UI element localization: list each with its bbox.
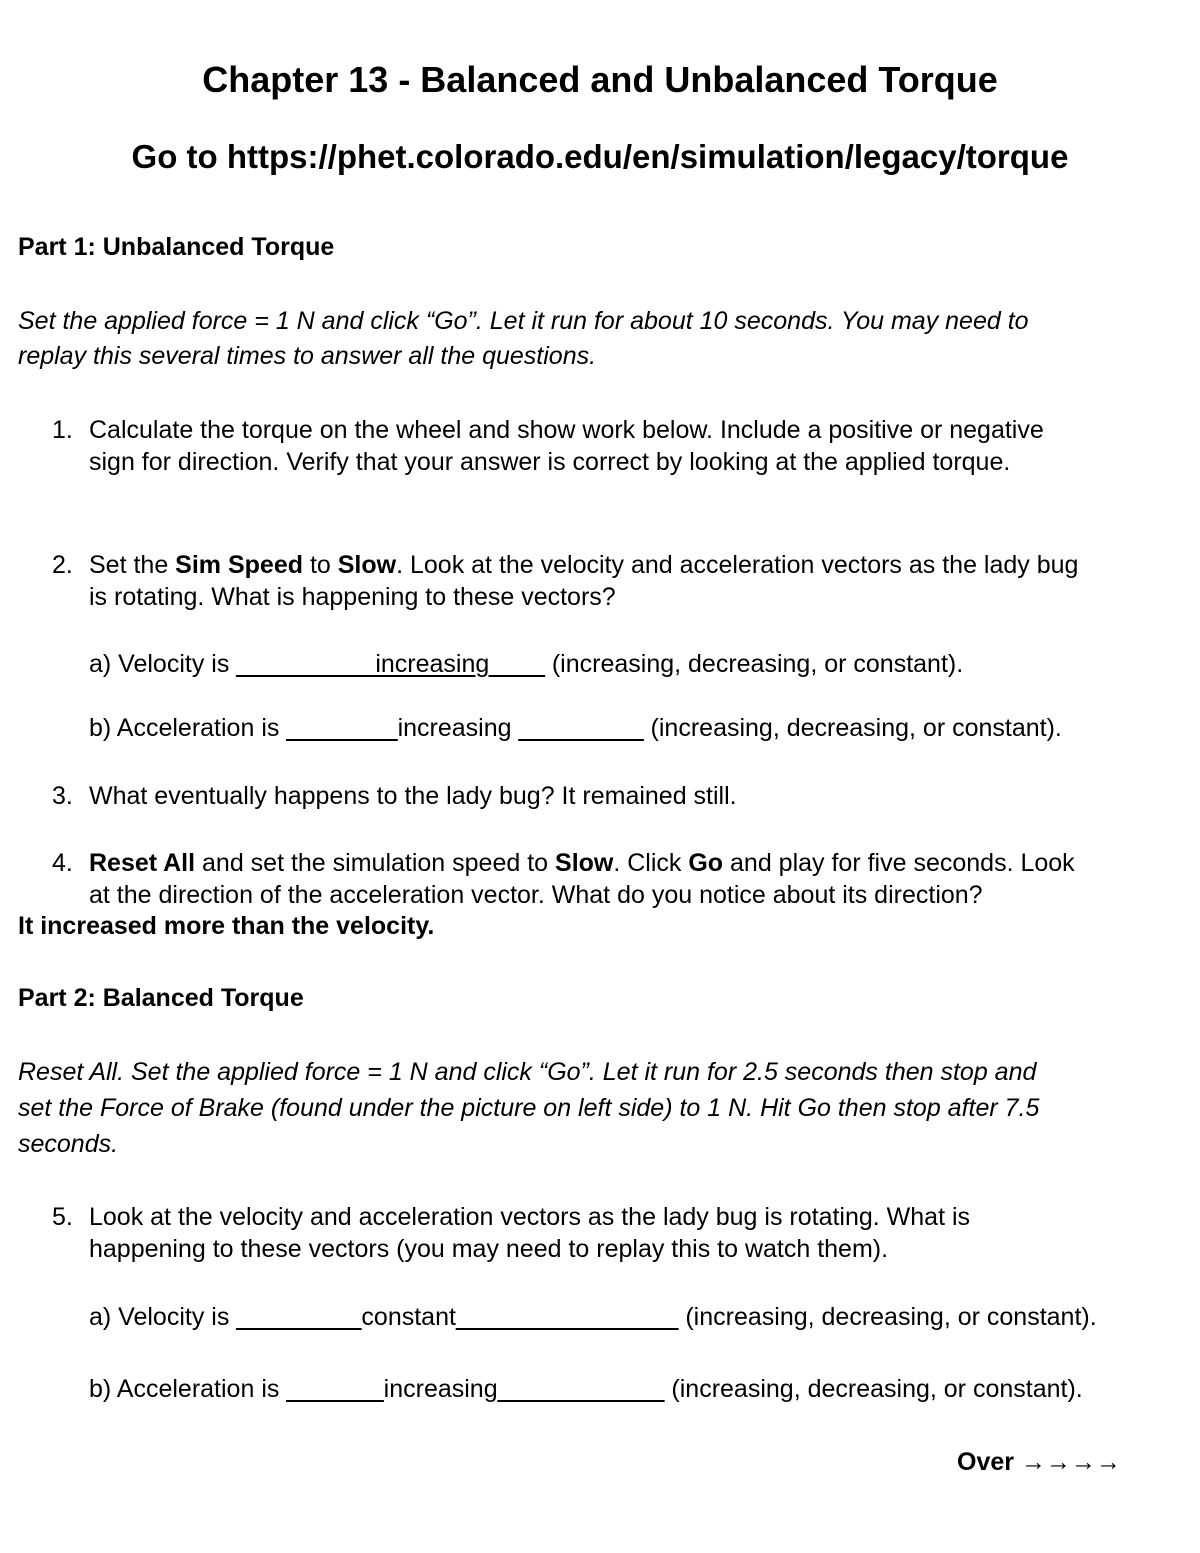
q5-line1: Look at the velocity and acceleration vectors as the lady bug is rotating. What is [89,1203,971,1231]
q4-line1: Reset All and set the simulation speed to Slow. Click Go and play for five seconds. Look [89,849,1075,877]
q1-number: 1. [52,416,73,444]
arrow-right-icon: →→→→ [1020,1448,1121,1476]
part1-instructions-line1: Set the applied force = 1 N and click “Go”. Let it run for about 10 seconds. You may need to [18,307,1029,335]
q4-line2: at the direction of the acceleration vector. What do you notice about its direction? [89,881,983,909]
q3-number: 3. [52,782,73,810]
q1-line1: Calculate the torque on the wheel and show work below. Include a positive or negative [89,416,1044,444]
q4-answer: It increased more than the velocity. [18,912,435,940]
part1-heading: Part 1: Unbalanced Torque [18,233,335,261]
over-indicator: Over →→→→ [957,1448,1121,1476]
q5-number: 5. [52,1203,73,1231]
q5b-answer: increasing [383,1375,498,1403]
q2-line2: is rotating. What is happening to these vectors? [89,583,616,611]
q2a-answer: increasing [375,650,490,678]
part2-heading: Part 2: Balanced Torque [18,984,304,1012]
q2b-answer: increasing [397,714,519,742]
q5b-acceleration: b) Acceleration is _______increasing____________ (increasing, decreasing, or constant). [89,1375,1083,1403]
q5a-answer: constant [361,1303,456,1331]
part2-instructions-line1: Reset All. Set the applied force = 1 N and click “Go”. Let it run for 2.5 seconds then stop and [18,1058,1037,1086]
q5a-velocity: a) Velocity is _________constant________________ (increasing, decreasing, or constant). [89,1303,1097,1331]
q2a-velocity: a) Velocity is __________increasing____ (increasing, decreasing, or constant). [89,650,964,678]
q2b-acceleration: b) Acceleration is ________increasing _________ (increasing, decreasing, or constant). [89,714,1062,742]
q5-line2: happening to these vectors (you may need to replay this to watch them). [89,1235,889,1263]
q2-number: 2. [52,551,73,579]
part2-instructions-line2: set the Force of Brake (found under the picture on left side) to 1 N. Hit Go then stop after 7.5 [18,1094,1040,1122]
url-instruction: Go to https://phet.colorado.edu/en/simulation/legacy/torque [131,138,1069,175]
q1-line2: sign for direction. Verify that your answer is correct by looking at the applied torque. [89,448,1011,476]
part2-instructions-line3: seconds. [18,1130,119,1158]
page-title: Chapter 13 - Balanced and Unbalanced Torque [202,59,998,100]
part1-instructions-line2: replay this several times to answer all the questions. [18,342,597,370]
q3-text: What eventually happens to the lady bug? It remained still. [89,782,737,810]
q2-line1: Set the Sim Speed to Slow. Look at the velocity and acceleration vectors as the lady bug [89,551,1079,579]
q4-number: 4. [52,849,73,877]
